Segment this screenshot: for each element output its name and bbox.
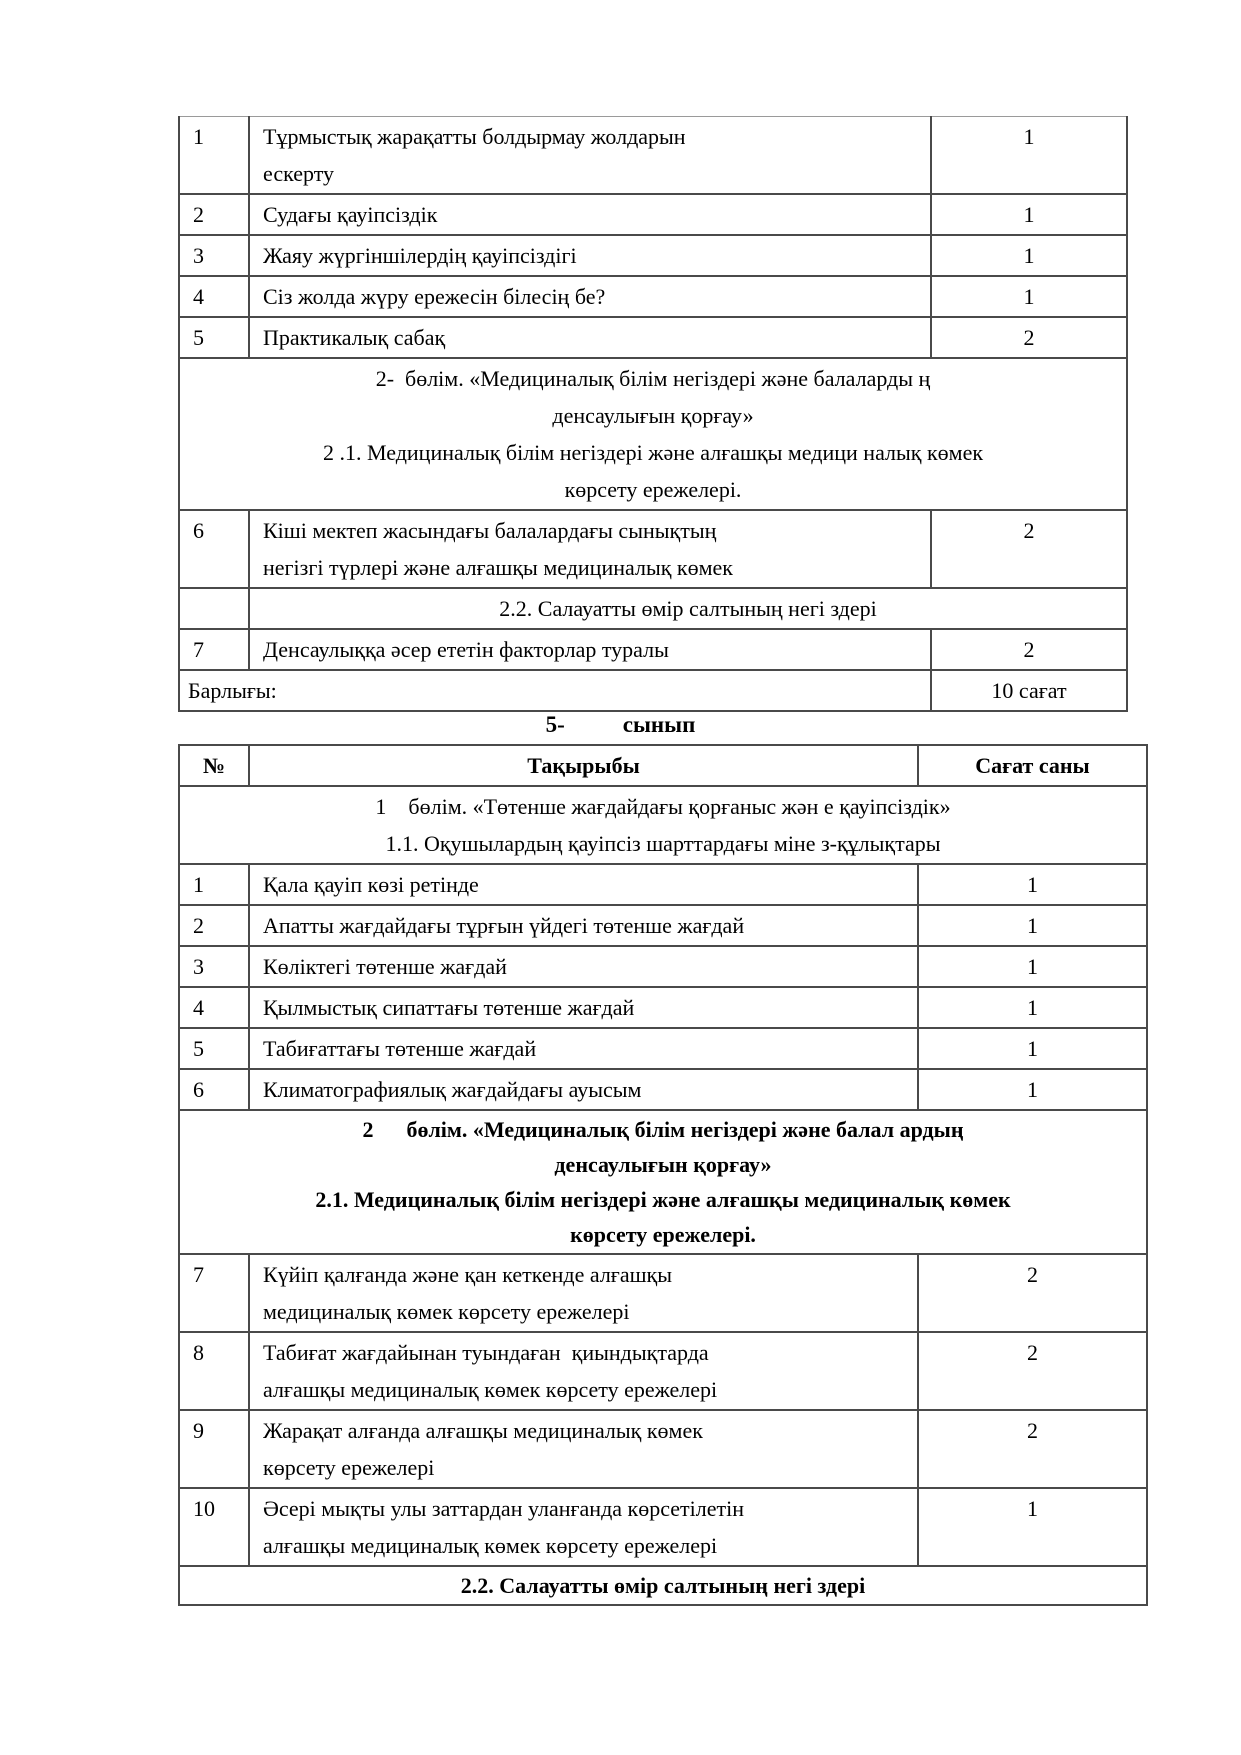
section-line: 2 .1. Медициналық білім негіздері және алғашқы медици налық көмек	[322, 440, 984, 465]
table-row	[179, 987, 1147, 1028]
row-number-cell: 5	[179, 1028, 249, 1069]
section-line: 1.1. Оқушылардың қауіпсіз шарттардағы міне з-құлықтары	[385, 831, 941, 856]
row-number-cell: 1	[179, 864, 249, 905]
topic-cell	[249, 1410, 918, 1488]
header-topic-cell: Тақырыбы	[249, 745, 918, 786]
table-row	[179, 510, 1127, 588]
hours-cell: 2	[931, 510, 1127, 588]
topic-cell	[249, 235, 931, 276]
topic-line: Практикалық сабақ	[263, 325, 446, 350]
section-line: көрсету ережелері.	[564, 477, 742, 502]
class-heading-number: 5-	[545, 712, 565, 737]
topic-line: Жаяу жүргіншілердің қауіпсіздігі	[263, 243, 577, 268]
hours-cell: 2	[931, 317, 1127, 358]
hours-cell: 1	[918, 987, 1147, 1028]
class-heading	[0, 708, 1241, 742]
section-row	[179, 786, 1147, 864]
section-line: 2.1. Медициналық білім негіздері және алғашқы медициналық көмек	[315, 1187, 1011, 1212]
topic-cell	[249, 1488, 918, 1566]
topic-cell	[249, 1069, 918, 1110]
table-row	[179, 1069, 1147, 1110]
hours-cell: 1	[918, 1028, 1147, 1069]
section-cell	[179, 786, 1147, 864]
table-row	[179, 1028, 1147, 1069]
topic-line: Табиғаттағы төтенше жағдай	[263, 1036, 537, 1061]
hours-cell: 2	[918, 1254, 1147, 1332]
header-number-cell: №	[179, 745, 249, 786]
table-row	[179, 276, 1127, 317]
topic-line: Қылмыстық сипаттағы төтенше жағдай	[263, 995, 635, 1020]
topic-line: ескерту	[263, 161, 335, 186]
curriculum-table-grade5	[178, 744, 1148, 1606]
row-number-cell: 4	[179, 987, 249, 1028]
topic-line: Апатты жағдайдағы тұрғын үйдегі төтенше жағдай	[263, 913, 745, 938]
row-number-cell: 2	[179, 194, 249, 235]
hours-cell: 1	[918, 905, 1147, 946]
table-row	[179, 235, 1127, 276]
topic-line: алғашқы медициналық көмек көрсету ережелері	[263, 1533, 718, 1558]
row-number-cell: 1	[179, 117, 249, 195]
table-row	[179, 317, 1127, 358]
row-number-cell: 7	[179, 1254, 249, 1332]
section-line: 2.2. Салауатты өмір салтының негі здері	[499, 596, 877, 621]
topic-cell	[249, 629, 931, 670]
row-number-cell: 9	[179, 1410, 249, 1488]
topic-line: Кіші мектеп жасындағы балалардағы сынықтың	[263, 518, 717, 543]
section-line: денсаулығын қорғау»	[554, 1152, 772, 1177]
header-row	[179, 745, 1147, 786]
section-line: 2 бөлім. «Медициналық білім негіздері және балал ардың	[362, 1117, 964, 1142]
topic-line: Климатографиялық жағдайдағы ауысым	[263, 1077, 642, 1102]
hours-cell: 1	[931, 235, 1127, 276]
row-number-cell: 6	[179, 510, 249, 588]
topic-cell	[249, 1254, 918, 1332]
section-row	[179, 358, 1127, 510]
hours-cell: 1	[918, 946, 1147, 987]
table-row	[179, 905, 1147, 946]
topic-cell	[249, 194, 931, 235]
topic-line: көрсету ережелері	[263, 1455, 435, 1480]
topic-line: Жарақат алғанда алғашқы медициналық көмек	[263, 1418, 703, 1443]
table-row	[179, 864, 1147, 905]
topic-cell	[249, 905, 918, 946]
hours-cell: 2	[918, 1410, 1147, 1488]
table-row	[179, 629, 1127, 670]
section-line: 1 бөлім. «Төтенше жағдайдағы қорғаныс жән е қауіпсіздік»	[375, 794, 951, 819]
row-number-cell: 3	[179, 235, 249, 276]
topic-cell	[249, 1028, 918, 1069]
section-cell	[249, 588, 1127, 629]
row-number-cell: 2	[179, 905, 249, 946]
topic-line: алғашқы медициналық көмек көрсету ережелері	[263, 1377, 718, 1402]
topic-line: Сіз жолда жүру ережесін білесің бе?	[263, 284, 606, 309]
topic-cell	[249, 864, 918, 905]
row-number-cell: 4	[179, 276, 249, 317]
topic-line: Денсаулыққа әсер ететін факторлар туралы	[263, 637, 669, 662]
section-cell	[179, 358, 1127, 510]
table-row	[179, 117, 1127, 195]
topic-line: Судағы қауіпсіздік	[263, 202, 438, 227]
hours-cell: 1	[918, 1488, 1147, 1566]
section-line: 2- бөлім. «Медициналық білім негіздері және балаларды ң	[375, 366, 931, 391]
section-line: көрсету ережелері.	[570, 1222, 756, 1247]
hours-cell: 1	[918, 864, 1147, 905]
hours-cell: 2	[931, 629, 1127, 670]
table-row	[179, 946, 1147, 987]
hours-cell: 1	[931, 276, 1127, 317]
topic-line: Табиғат жағдайынан туындаған қиындықтарда	[263, 1340, 709, 1365]
class-heading-label: сынып	[622, 712, 696, 737]
table-row	[179, 194, 1127, 235]
topic-cell	[249, 510, 931, 588]
row-number-cell: 5	[179, 317, 249, 358]
topic-cell	[249, 1332, 918, 1410]
topic-line: медициналық көмек көрсету ережелері	[263, 1299, 630, 1324]
topic-line: Қала қауіп көзі ретінде	[263, 872, 479, 897]
header-hours-cell: Сағат саны	[918, 745, 1147, 786]
row-number-cell-empty	[179, 588, 249, 629]
hours-cell: 2	[918, 1332, 1147, 1410]
topic-line: Күйіп қалғанда және қан кеткенде алғашқы	[263, 1262, 672, 1287]
topic-cell	[249, 946, 918, 987]
section-line: 2.2. Салауатты өмір салтының негі здері	[460, 1573, 866, 1598]
total-hours-cell: 10 сағат	[931, 670, 1127, 711]
section-row	[179, 588, 1127, 629]
topic-line: негізгі түрлері және алғашқы медициналық көмек	[263, 555, 733, 580]
row-number-cell: 3	[179, 946, 249, 987]
table-row	[179, 1254, 1147, 1332]
row-number-cell: 10	[179, 1488, 249, 1566]
row-number-cell: 7	[179, 629, 249, 670]
total-label-cell: Барлығы:	[179, 670, 931, 711]
total-row	[179, 670, 1127, 711]
section-row	[179, 1566, 1147, 1605]
hours-cell: 1	[931, 194, 1127, 235]
row-number-cell: 8	[179, 1332, 249, 1410]
topic-cell	[249, 117, 931, 195]
topic-line: Тұрмыстық жарақатты болдырмау жолдарын	[263, 124, 686, 149]
topic-cell	[249, 317, 931, 358]
section-line: денсаулығын қорғау»	[552, 403, 754, 428]
table-row	[179, 1410, 1147, 1488]
row-number-cell: 6	[179, 1069, 249, 1110]
topic-cell	[249, 987, 918, 1028]
topic-cell	[249, 276, 931, 317]
hours-cell: 1	[931, 117, 1127, 195]
hours-cell: 1	[918, 1069, 1147, 1110]
curriculum-table-upper	[178, 116, 1128, 712]
table-row	[179, 1488, 1147, 1566]
section-cell	[179, 1566, 1147, 1605]
section-cell	[179, 1110, 1147, 1254]
section-row	[179, 1110, 1147, 1254]
topic-line: Әсері мықты улы заттардан уланғанда көрсетілетін	[263, 1496, 744, 1521]
topic-line: Көліктегі төтенше жағдай	[263, 954, 507, 979]
table-row	[179, 1332, 1147, 1410]
